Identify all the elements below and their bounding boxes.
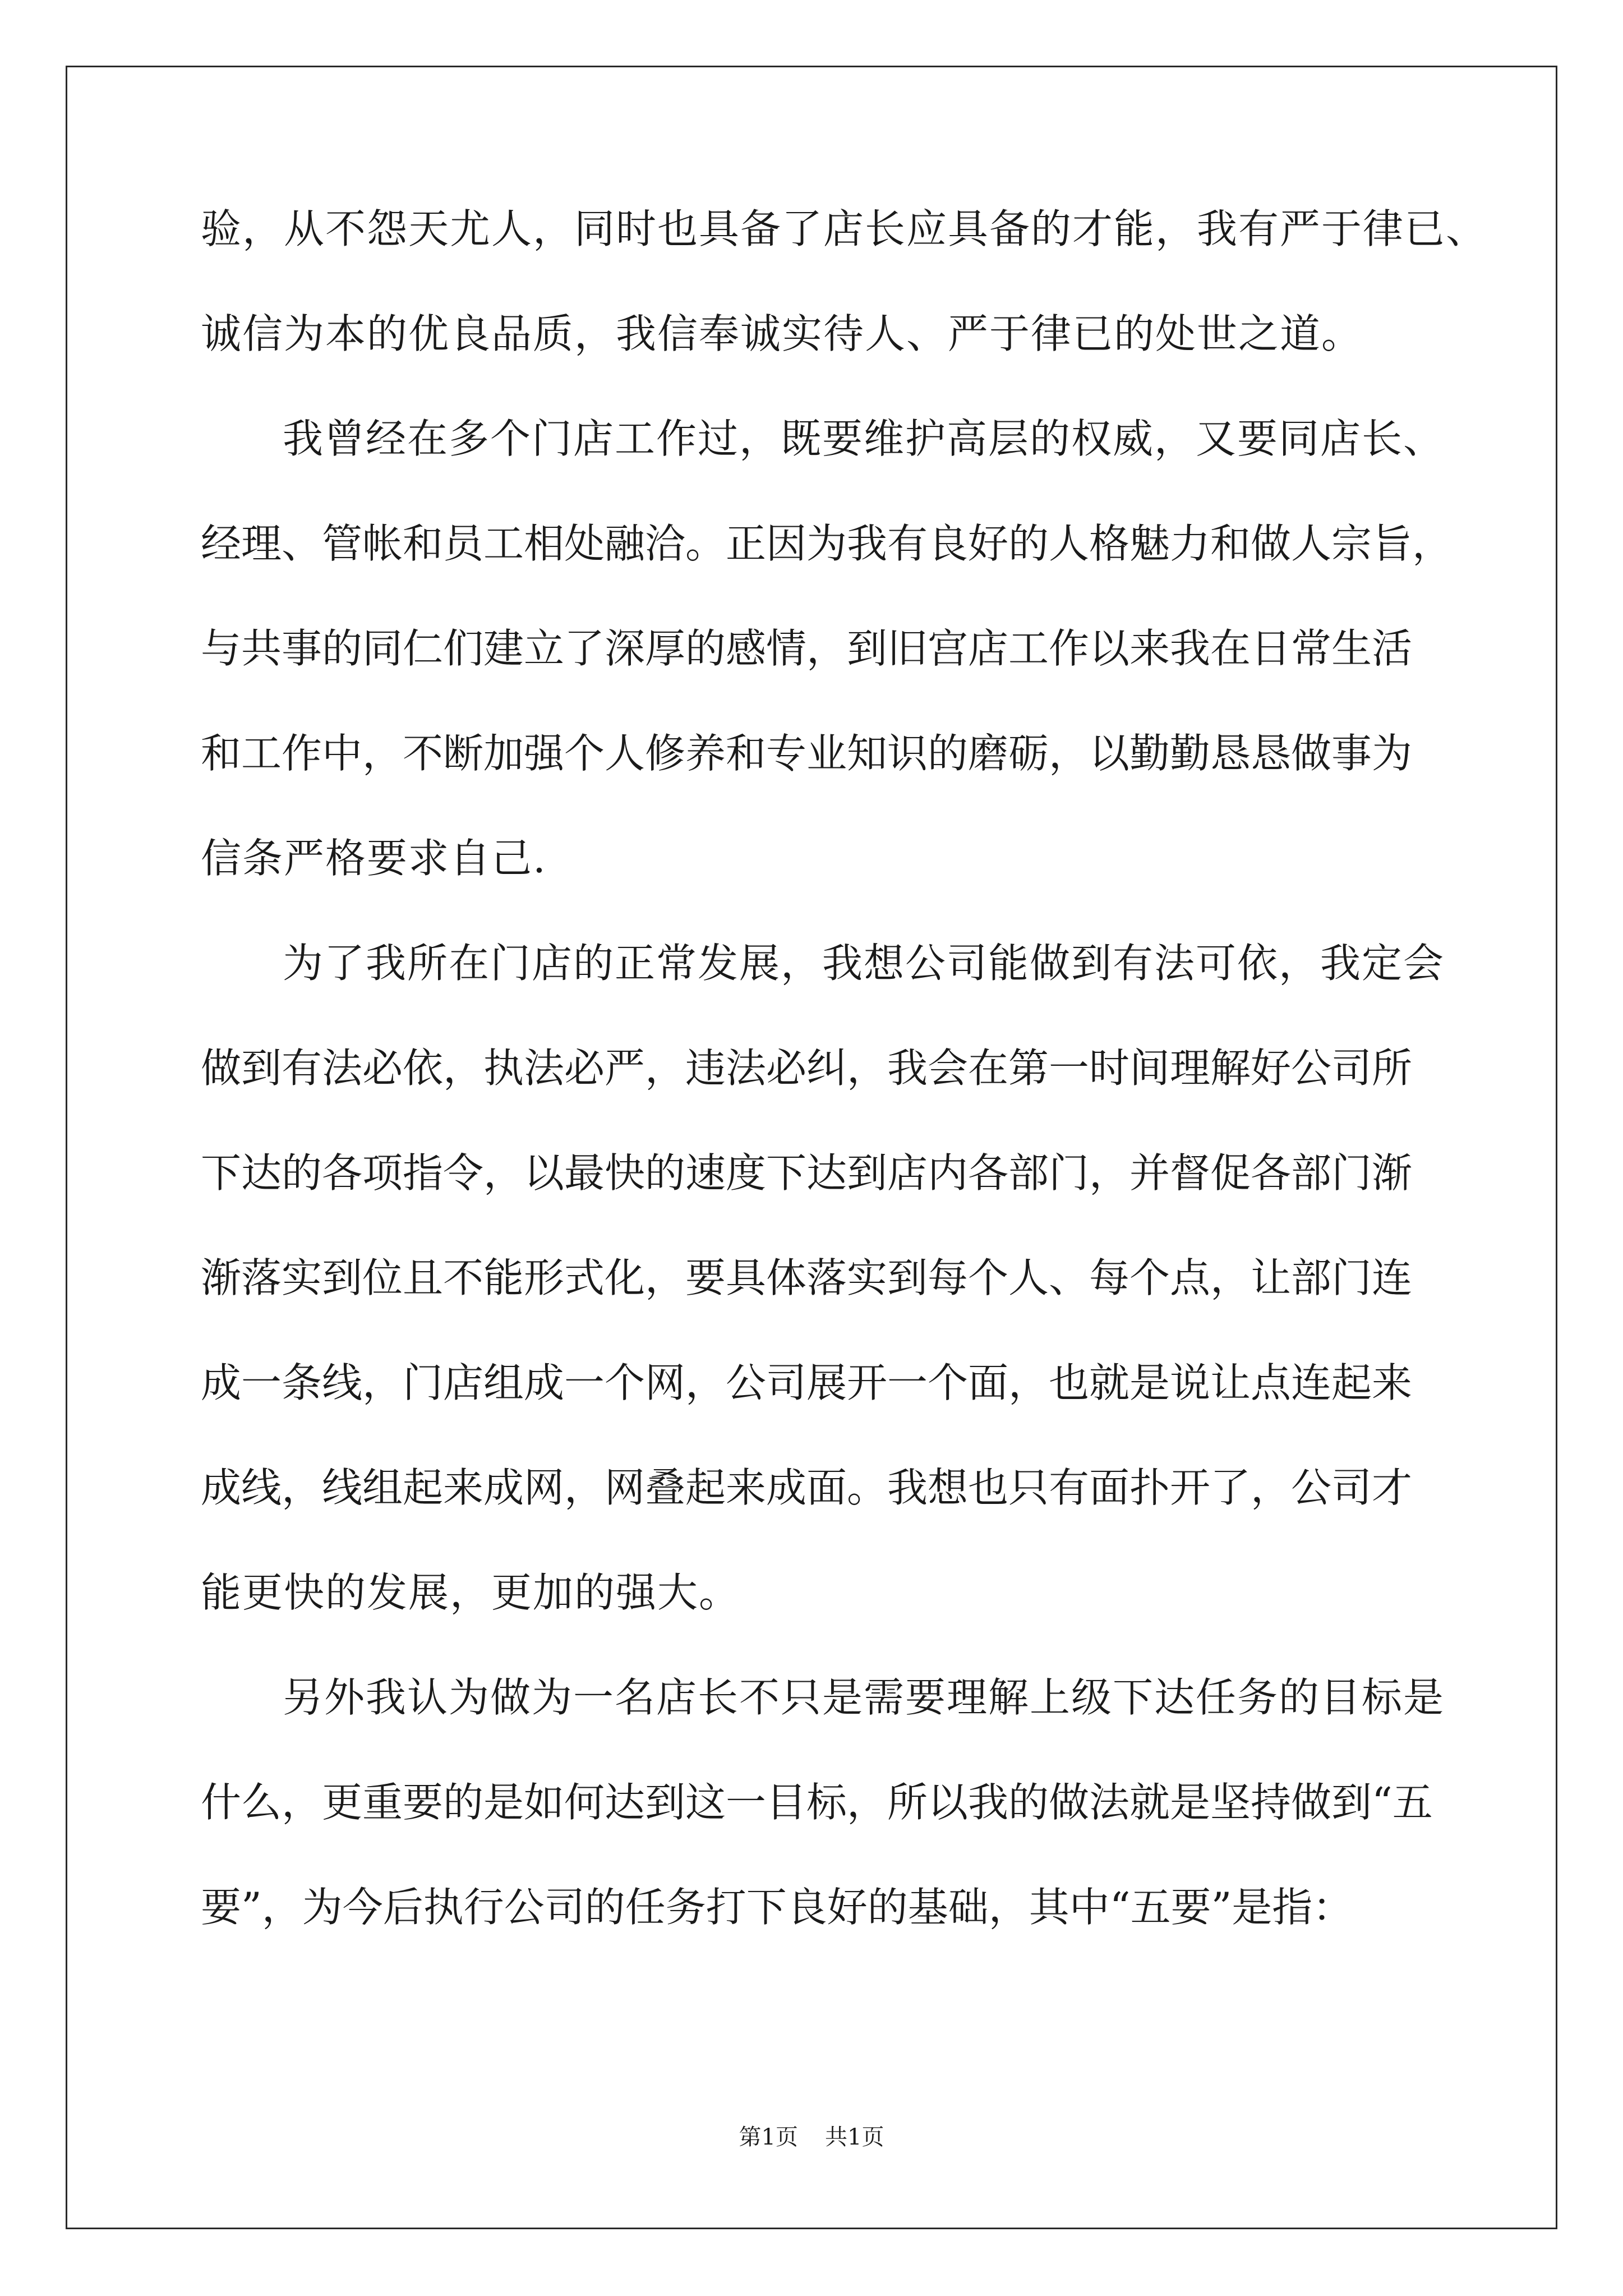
document-body: [201, 205, 1488, 1992]
text-line-1: 验，从不怨天尤人，同时也具备了店长应具备的才能，我有严于律已、: [201, 205, 1488, 252]
text-line-4: 经理、管帐和员工相处融洽。正因为我有良好的人格魅力和做人宗旨，: [201, 520, 1453, 567]
text-line-6: 和工作中，不断加强个人修养和专业知识的磨砺，以勤勤恳恳做事为: [201, 730, 1413, 777]
text-line-14: 能更快的发展，更加的强大。: [201, 1569, 741, 1616]
text-line-13: 成线，线组起来成网，网叠起来成面。我想也只有面扑开了，公司才: [201, 1464, 1413, 1511]
page-number-current: 第1页: [739, 2124, 798, 2150]
paragraph-start-line: 我曾经在多个门店工作过，既要维护高层的权威，又要同店长、: [283, 415, 1445, 462]
text-line-7: 信条严格要求自己.: [201, 835, 547, 882]
text-line-2: 诚信为本的优良品质，我信奉诚实待人、严于律已的处世之道。: [201, 310, 1363, 357]
paragraph-start-line: 另外我认为做为一名店长不只是需要理解上级下达任务的目标是: [283, 1674, 1445, 1721]
text-line-16: 什么，更重要的是如何达到这一目标，所以我的做法就是坚持做到“五: [201, 1779, 1433, 1826]
text-line-11: 渐落实到位且不能形式化，要具体落实到每个人、每个点，让部门连: [201, 1254, 1413, 1301]
text-line-9: 做到有法必依，执法必严，违法必纠，我会在第一时间理解好公司所: [201, 1045, 1413, 1092]
paragraph-start-line: 为了我所在门店的正常发展，我想公司能做到有法可依，我定会: [283, 940, 1445, 987]
text-line-17: 要”，为今后执行公司的任务打下良好的基础，其中“五要”是指：: [201, 1884, 1353, 1931]
text-line-10: 下达的各项指令，以最快的速度下达到店内各部门，并督促各部门渐: [201, 1149, 1413, 1197]
page-footer: [0, 2126, 1623, 2148]
text-line-5: 与共事的同仁们建立了深厚的感情，到旧宫店工作以来我在日常生活: [201, 625, 1413, 672]
text-line-12: 成一条线，门店组成一个网，公司展开一个面，也就是说让点连起来: [201, 1359, 1413, 1406]
page-number-total: 共1页: [825, 2124, 884, 2150]
